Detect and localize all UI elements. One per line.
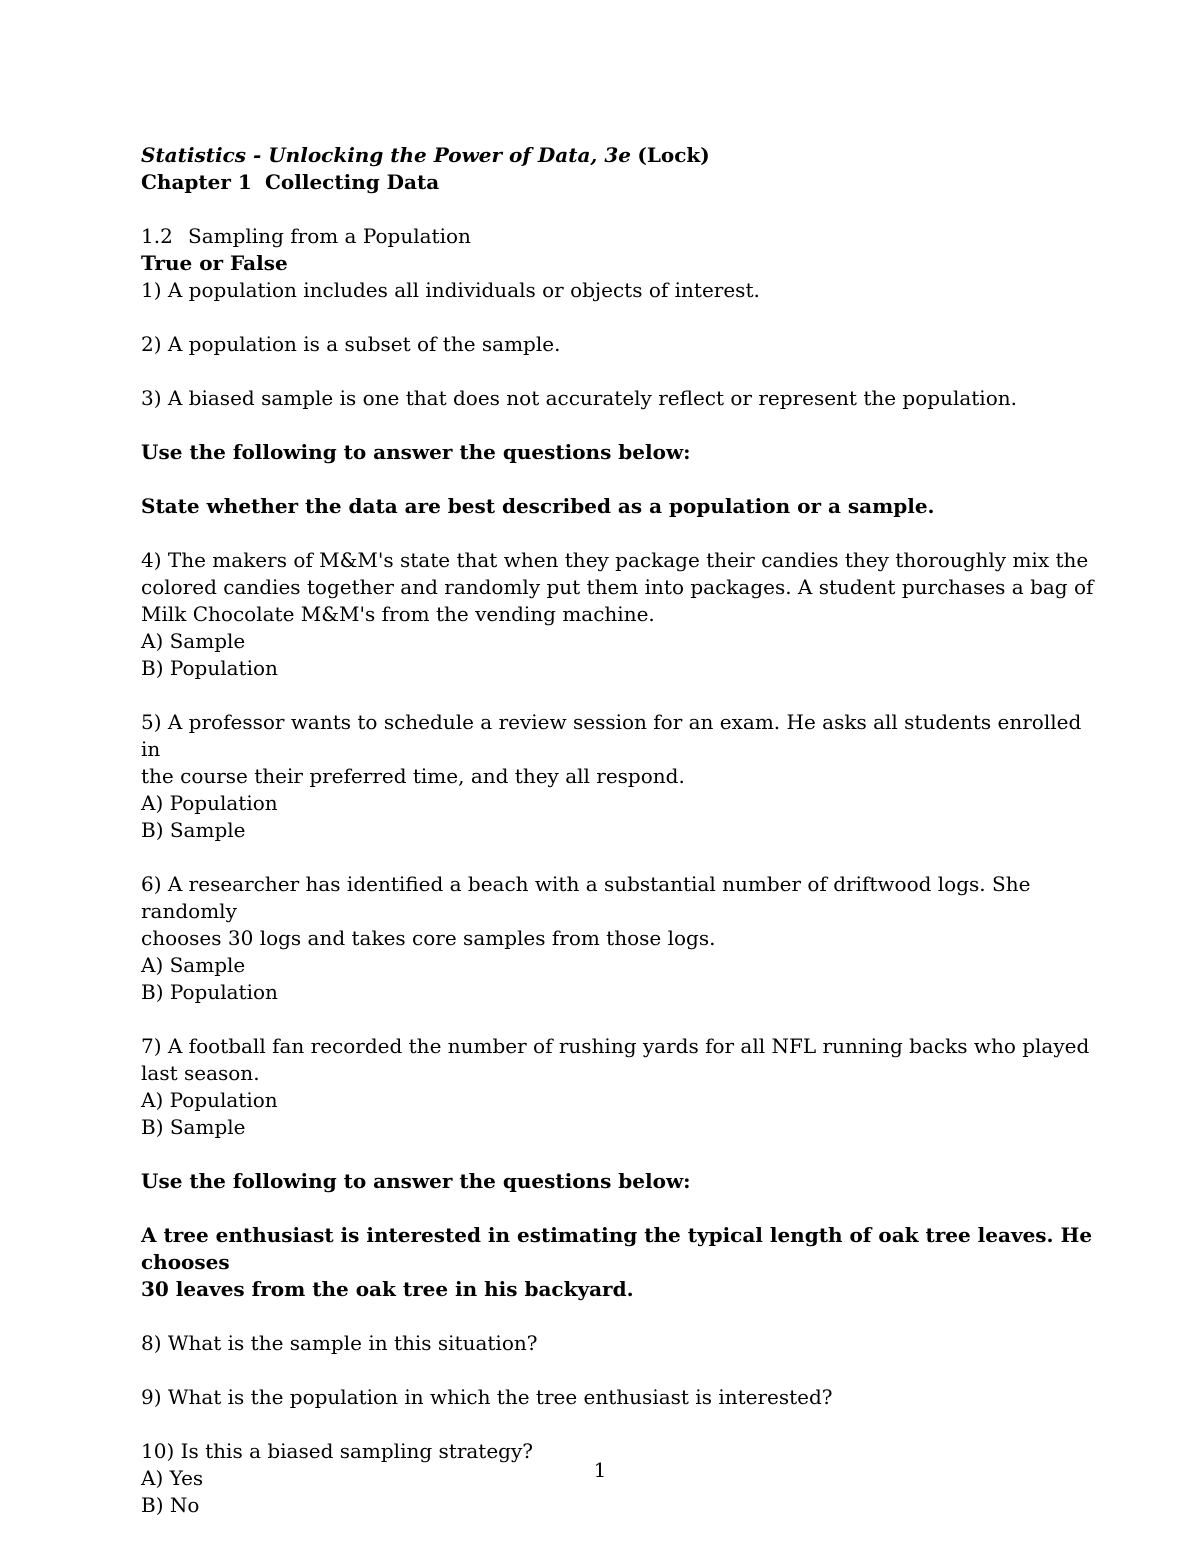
chapter-label: Chapter 1 — [141, 170, 252, 194]
question-4-option-a: A) Sample — [141, 629, 246, 653]
question-6 — [141, 871, 1101, 1006]
question-4-option-b: B) Population — [141, 656, 278, 680]
question-7-option-a: A) Population — [141, 1088, 278, 1112]
question-6-option-a: A) Sample — [141, 953, 246, 977]
question-5-line: the course their preferred time, and they all respond. — [141, 764, 685, 788]
book-author: (Lock) — [637, 143, 710, 167]
question-10-line: 10) Is this a biased sampling strategy? — [141, 1439, 534, 1463]
question-8: 8) What is the sample in this situation? — [141, 1331, 538, 1355]
document-page — [141, 142, 1101, 1519]
question-7 — [141, 1033, 1101, 1141]
question-6-line: 6) A researcher has identified a beach with a substantial number of driftwood logs. She randomly — [141, 872, 1031, 923]
question-3: 3) A biased sample is one that does not accurately reflect or represent the population. — [141, 386, 1017, 410]
question-4-line: colored candies together and randomly put them into packages. A student purchases a bag of — [141, 575, 1094, 599]
group-2-instruction: Use the following to answer the questions below: — [141, 1169, 691, 1193]
group-1-instruction: Use the following to answer the questions below: — [141, 440, 691, 464]
section-number: 1.2 — [141, 224, 173, 248]
section-title: Sampling from a Population — [188, 224, 471, 248]
question-5-option-a: A) Population — [141, 791, 278, 815]
group-2-prompt-line: 30 leaves from the oak tree in his backyard. — [141, 1277, 634, 1301]
question-6-option-b: B) Population — [141, 980, 278, 1004]
question-9: 9) What is the population in which the tree enthusiast is interested? — [141, 1385, 833, 1409]
chapter-title: Collecting Data — [265, 170, 440, 194]
question-type-heading: True or False — [141, 251, 288, 275]
group-2-prompt-line: A tree enthusiast is interested in estimating the typical length of oak tree leaves. He chooses — [141, 1223, 1093, 1274]
chapter-heading — [141, 169, 1101, 196]
question-4-line: 4) The makers of M&M's state that when they package their candies they thoroughly mix the — [141, 548, 1089, 572]
page-number: 1 — [593, 1458, 607, 1482]
question-4 — [141, 547, 1101, 682]
question-5-option-b: B) Sample — [141, 818, 246, 842]
question-6-line: chooses 30 logs and takes core samples from those logs. — [141, 926, 716, 950]
question-1: 1) A population includes all individuals or objects of interest. — [141, 278, 760, 302]
group-1-prompt: State whether the data are best described as a population or a sample. — [141, 494, 935, 518]
book-title: Statistics - Unlocking the Power of Data, 3e — [141, 143, 631, 167]
question-10-option-a: A) Yes — [141, 1466, 204, 1490]
question-7-line: last season. — [141, 1061, 260, 1085]
question-5-line: 5) A professor wants to schedule a review session for an exam. He asks all students enrolled in — [141, 710, 1082, 761]
question-7-option-b: B) Sample — [141, 1115, 246, 1139]
question-7-line: 7) A football fan recorded the number of rushing yards for all NFL running backs who played — [141, 1034, 1090, 1058]
question-5 — [141, 709, 1101, 844]
section-heading — [141, 223, 1101, 250]
question-4-line: Milk Chocolate M&M's from the vending machine. — [141, 602, 655, 626]
book-title-line — [141, 142, 1101, 169]
question-2: 2) A population is a subset of the sample. — [141, 332, 561, 356]
question-10-option-b: B) No — [141, 1493, 200, 1517]
